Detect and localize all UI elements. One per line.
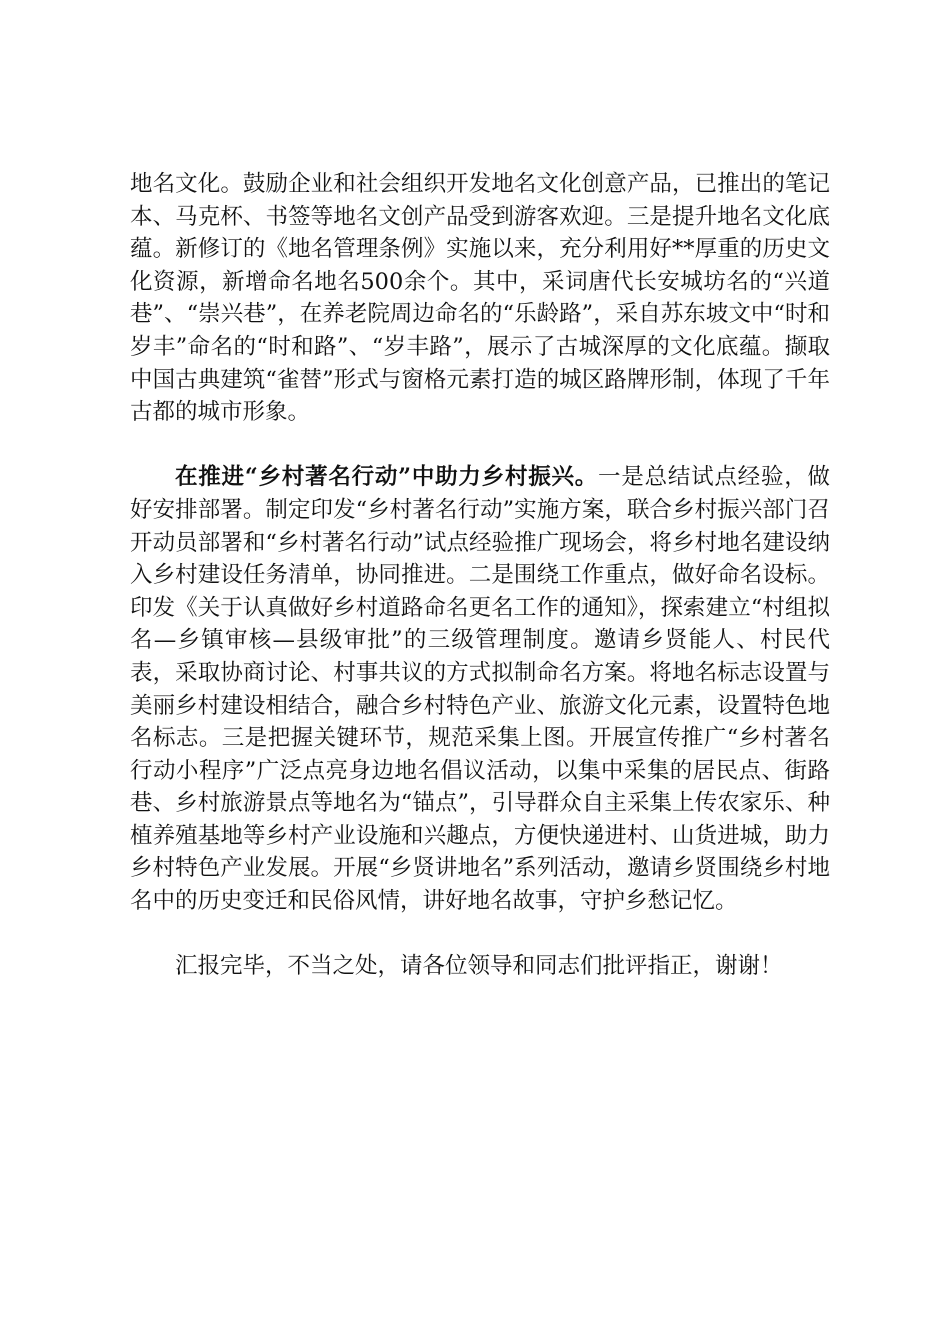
paragraph-body: 一是总结试点经验，做好安排部署。制定印发“乡村著名行动”实施方案，联合乡村振兴部门召开动员部署和“乡村著名行动”试点经验推广现场会，将乡村地名建设纳入乡村建设任务清单，协同推进。二是围绕工作重点，做好命名设标。印发《关于认真做好乡村道路命名更名工作的通知》，探索建立“村组拟名—乡镇审核—县级审批”的三级管理制度。邀请乡贤能人、村民代表，采取协商讨论、村事共议的方式拟制命名方案。将地名标志设置与美丽乡村建设相结合，融合乡村特色产业、旅游文化元素，设置特色地名标志。三是把握关键环节，规范采集上图。开展宣传推广“乡村著名行动小程序”广泛点亮身边地名倡议活动，以集中采集的居民点、街路巷、乡村旅游景点等地名为“锚点”，引导群众自主采集上传农家乐、种植养殖基地等乡村产业设施和兴趣点，方便快递进村、山货进城，助力乡村特色产业发展。开展“乡贤讲地名”系列活动，邀请乡贤围绕乡村地名中的历史变迁和民俗风情，讲好地名故事，守护乡愁记忆。 [130, 464, 830, 915]
paragraph-gap [130, 429, 830, 462]
paragraph-closing: 汇报完毕，不当之处，请各位领导和同志们批评指正，谢谢！ [175, 953, 783, 980]
paragraph-rural-revitalization [130, 461, 830, 917]
paragraph-place-name-culture: 地名文化。鼓励企业和社会组织开发地名文化创意产品，已推出的笔记本、马克杯、书签等地名文创产品受到游客欢迎。三是提升地名文化底蕴。新修订的《地名管理条例》实施以来，充分利用好**厚重的历史文化资源，新增命名地名500余个。其中，采词唐代长安城坊名的“兴道巷”、“崇兴巷”，在养老院周边命名的“乐龄路”，采自苏东坡文中“时和岁丰”命名的“时和路”、“岁丰路”，展示了古城深厚的文化底蕴。撷取中国古典建筑“雀替”形式与窗格元素打造的城区路牌形制，体现了千年古都的城市形象。 [130, 171, 830, 426]
paragraph-gap [130, 918, 830, 951]
document-page [130, 168, 830, 983]
paragraph-heading: 在推进“乡村著名行动”中助力乡村振兴。 [175, 464, 599, 491]
